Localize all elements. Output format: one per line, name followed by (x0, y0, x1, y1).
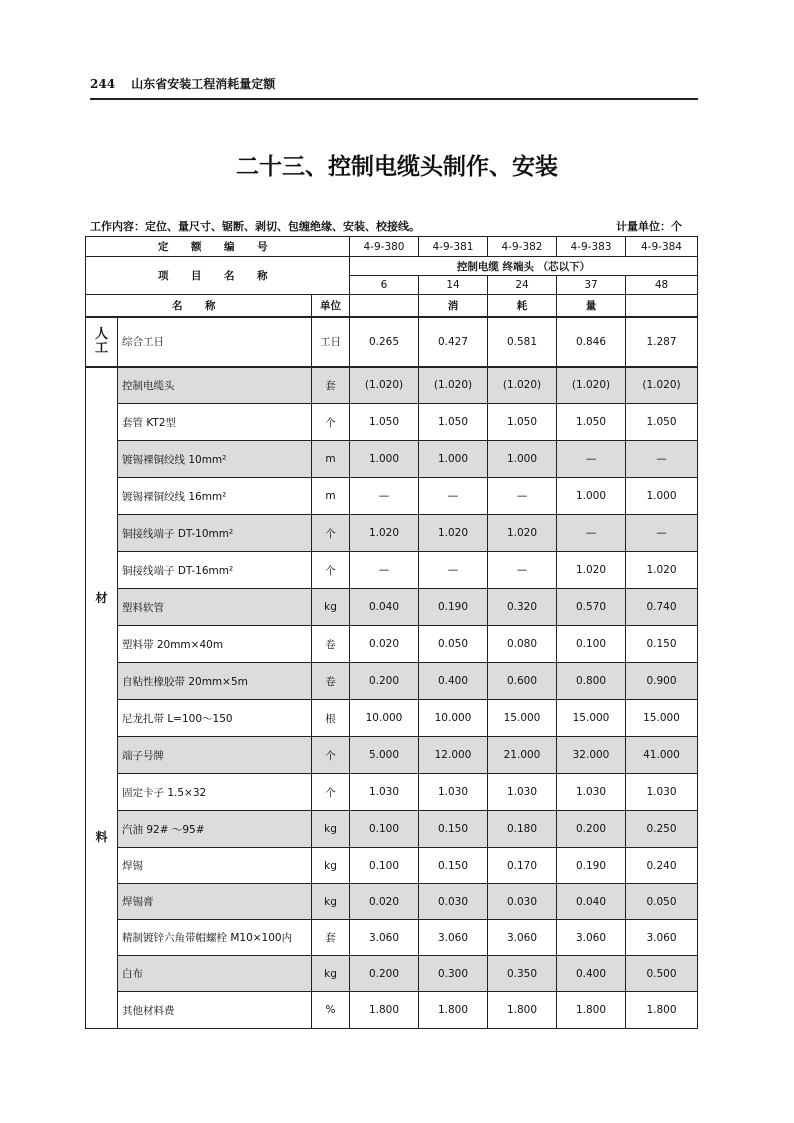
material-value: 15.000 (626, 700, 698, 737)
material-value: 15.000 (488, 700, 557, 737)
material-unit: 根 (312, 700, 350, 737)
material-name: 镀锡裸铜绞线 16mm² (118, 478, 312, 515)
material-value: 0.170 (488, 848, 557, 884)
material-name: 白布 (118, 956, 312, 992)
material-value: (1.020) (626, 367, 698, 404)
material-value: 0.100 (350, 848, 419, 884)
material-value: 1.030 (350, 774, 419, 811)
material-name: 铜接线端子 DT-10mm² (118, 515, 312, 552)
material-value: 3.060 (419, 920, 488, 956)
material-unit: 个 (312, 774, 350, 811)
material-value: 1.030 (626, 774, 698, 811)
material-value: 0.050 (626, 884, 698, 920)
consumption-char: 耗 (488, 295, 557, 317)
material-value: 0.180 (488, 811, 557, 848)
material-row (86, 478, 698, 515)
material-value: 0.040 (350, 589, 419, 626)
material-value: 1.800 (419, 992, 488, 1029)
material-value: 3.060 (350, 920, 419, 956)
material-value: 0.190 (419, 589, 488, 626)
material-row (86, 441, 698, 478)
material-value: — (626, 515, 698, 552)
material-value: 1.800 (557, 992, 626, 1029)
quota-table (85, 236, 698, 1029)
measure-unit: 计量单位：个 (616, 220, 682, 233)
material-value: 3.060 (488, 920, 557, 956)
material-value: 0.100 (350, 811, 419, 848)
material-value: 0.350 (488, 956, 557, 992)
material-unit: 套 (312, 367, 350, 404)
material-value: (1.020) (557, 367, 626, 404)
item-group-row (86, 257, 698, 276)
material-value: 3.060 (557, 920, 626, 956)
labor-row (86, 317, 698, 367)
material-value: 15.000 (557, 700, 626, 737)
material-value: (1.020) (350, 367, 419, 404)
material-row (86, 956, 698, 992)
material-value: 1.030 (488, 774, 557, 811)
material-unit: m (312, 441, 350, 478)
material-name: 尼龙扎带 L=100～150 (118, 700, 312, 737)
labor-value: 1.287 (626, 317, 698, 367)
material-name: 固定卡子 1.5×32 (118, 774, 312, 811)
material-name: 塑料软管 (118, 589, 312, 626)
code-cell: 4-9-382 (488, 237, 557, 257)
page-number: 244 (90, 77, 116, 91)
material-value: 1.050 (626, 404, 698, 441)
material-value: 1.030 (557, 774, 626, 811)
material-name: 焊锡 (118, 848, 312, 884)
material-value: 0.200 (350, 956, 419, 992)
item-group: 控制电缆 终端头 （芯以下） (350, 257, 698, 276)
labor-category (86, 317, 118, 367)
material-value: 0.400 (419, 663, 488, 700)
material-value: 1.050 (350, 404, 419, 441)
material-unit: kg (312, 811, 350, 848)
material-row (86, 992, 698, 1029)
material-value: 1.800 (626, 992, 698, 1029)
material-value: 1.020 (350, 515, 419, 552)
material-value: 41.000 (626, 737, 698, 774)
material-name: 塑料带 20mm×40m (118, 626, 312, 663)
material-row (86, 700, 698, 737)
material-value: 1.000 (557, 478, 626, 515)
material-category-char: 材 (95, 590, 108, 605)
core-cell: 14 (419, 276, 488, 295)
code-cell: 4-9-381 (419, 237, 488, 257)
material-value: 1.000 (419, 441, 488, 478)
material-value: 0.600 (488, 663, 557, 700)
material-unit: % (312, 992, 350, 1029)
material-unit: 卷 (312, 626, 350, 663)
labor-name: 综合工日 (118, 317, 312, 367)
material-unit: kg (312, 884, 350, 920)
material-value: 0.020 (350, 884, 419, 920)
consumption-char: 消 (419, 295, 488, 317)
material-value: 21.000 (488, 737, 557, 774)
material-value: 0.190 (557, 848, 626, 884)
material-value: 0.150 (626, 626, 698, 663)
material-value: 1.020 (419, 515, 488, 552)
material-value: 0.200 (350, 663, 419, 700)
material-value: 10.000 (350, 700, 419, 737)
material-value: (1.020) (488, 367, 557, 404)
material-row (86, 515, 698, 552)
material-value: — (350, 552, 419, 589)
material-value: 0.900 (626, 663, 698, 700)
material-unit: kg (312, 848, 350, 884)
material-unit: kg (312, 956, 350, 992)
info-row (90, 218, 682, 234)
material-unit: 卷 (312, 663, 350, 700)
material-value: 1.020 (626, 552, 698, 589)
material-unit: 个 (312, 552, 350, 589)
material-row (86, 884, 698, 920)
material-row (86, 552, 698, 589)
material-name: 焊锡膏 (118, 884, 312, 920)
labor-value: 0.427 (419, 317, 488, 367)
blank-cell (350, 295, 419, 317)
material-name: 汽油 92# ～95# (118, 811, 312, 848)
quota-code-label: 定 额 编 号 (86, 237, 350, 257)
material-value: 0.100 (557, 626, 626, 663)
material-value: 1.800 (488, 992, 557, 1029)
core-cell: 6 (350, 276, 419, 295)
material-value: — (350, 478, 419, 515)
core-cell: 48 (626, 276, 698, 295)
code-cell: 4-9-384 (626, 237, 698, 257)
material-value: 0.240 (626, 848, 698, 884)
material-unit: 个 (312, 404, 350, 441)
labor-unit: 工日 (312, 317, 350, 367)
material-value: — (419, 552, 488, 589)
material-unit: 套 (312, 920, 350, 956)
material-name: 铜接线端子 DT-16mm² (118, 552, 312, 589)
material-unit: 个 (312, 515, 350, 552)
consumption-char: 量 (557, 295, 626, 317)
material-value: 1.000 (488, 441, 557, 478)
material-value: 0.570 (557, 589, 626, 626)
material-value: 32.000 (557, 737, 626, 774)
material-value: — (419, 478, 488, 515)
material-value: 0.300 (419, 956, 488, 992)
labor-category-label: 人工 (94, 326, 108, 356)
material-name: 其他材料费 (118, 992, 312, 1029)
code-cell: 4-9-380 (350, 237, 419, 257)
material-value: 3.060 (626, 920, 698, 956)
material-row (86, 811, 698, 848)
material-value: — (557, 515, 626, 552)
material-category-char: 料 (95, 829, 108, 844)
material-unit: m (312, 478, 350, 515)
material-category (86, 367, 118, 1029)
material-value: — (557, 441, 626, 478)
material-value: 1.050 (557, 404, 626, 441)
material-value: 1.800 (350, 992, 419, 1029)
material-row (86, 663, 698, 700)
material-name: 自粘性橡胶带 20mm×5m (118, 663, 312, 700)
material-value: 0.080 (488, 626, 557, 663)
material-value: 0.030 (488, 884, 557, 920)
material-value: 1.020 (557, 552, 626, 589)
material-value: 0.200 (557, 811, 626, 848)
material-value: 10.000 (419, 700, 488, 737)
material-value: 1.050 (488, 404, 557, 441)
material-name: 端子号牌 (118, 737, 312, 774)
material-row (86, 404, 698, 441)
unit-label: 单位 (312, 295, 350, 317)
material-value: 0.040 (557, 884, 626, 920)
material-row (86, 626, 698, 663)
core-cell: 24 (488, 276, 557, 295)
core-cell: 37 (557, 276, 626, 295)
material-value: 5.000 (350, 737, 419, 774)
column-header-row (86, 295, 698, 317)
material-value: 0.500 (626, 956, 698, 992)
material-value: 0.150 (419, 848, 488, 884)
material-value: — (488, 478, 557, 515)
material-name: 套管 KT2型 (118, 404, 312, 441)
material-value: 1.020 (488, 515, 557, 552)
material-row (86, 589, 698, 626)
material-value: 0.400 (557, 956, 626, 992)
blank-cell (626, 295, 698, 317)
labor-value: 0.846 (557, 317, 626, 367)
page-header (90, 70, 698, 100)
material-value: — (626, 441, 698, 478)
material-name: 精制镀锌六角带帽螺栓 M10×100内 (118, 920, 312, 956)
material-row (86, 920, 698, 956)
material-row (86, 774, 698, 811)
material-value: 1.030 (419, 774, 488, 811)
material-name: 镀锡裸铜绞线 10mm² (118, 441, 312, 478)
page-title: 二十三、控制电缆头制作、安装 (236, 154, 558, 180)
book-title: 山东省安装工程消耗量定额 (131, 77, 276, 91)
work-content: 工作内容：定位、量尺寸、锯断、剥切、包缠绝缘、安装、校接线。 (90, 220, 420, 233)
material-value: 12.000 (419, 737, 488, 774)
material-value: 0.020 (350, 626, 419, 663)
material-value: 1.000 (350, 441, 419, 478)
name-label: 名 称 (86, 295, 312, 317)
material-value: 1.050 (419, 404, 488, 441)
material-value: 0.320 (488, 589, 557, 626)
material-value: — (488, 552, 557, 589)
material-value: (1.020) (419, 367, 488, 404)
material-row (86, 367, 698, 404)
material-unit: kg (312, 589, 350, 626)
material-unit: 个 (312, 737, 350, 774)
material-value: 0.150 (419, 811, 488, 848)
material-value: 0.800 (557, 663, 626, 700)
quota-code-row (86, 237, 698, 257)
material-row (86, 737, 698, 774)
material-value: 0.030 (419, 884, 488, 920)
labor-value: 0.265 (350, 317, 419, 367)
material-value: 0.250 (626, 811, 698, 848)
material-row (86, 848, 698, 884)
material-value: 0.050 (419, 626, 488, 663)
labor-value: 0.581 (488, 317, 557, 367)
code-cell: 4-9-383 (557, 237, 626, 257)
material-value: 0.740 (626, 589, 698, 626)
material-name: 控制电缆头 (118, 367, 312, 404)
item-name-label: 项 目 名 称 (86, 257, 350, 295)
material-value: 1.000 (626, 478, 698, 515)
